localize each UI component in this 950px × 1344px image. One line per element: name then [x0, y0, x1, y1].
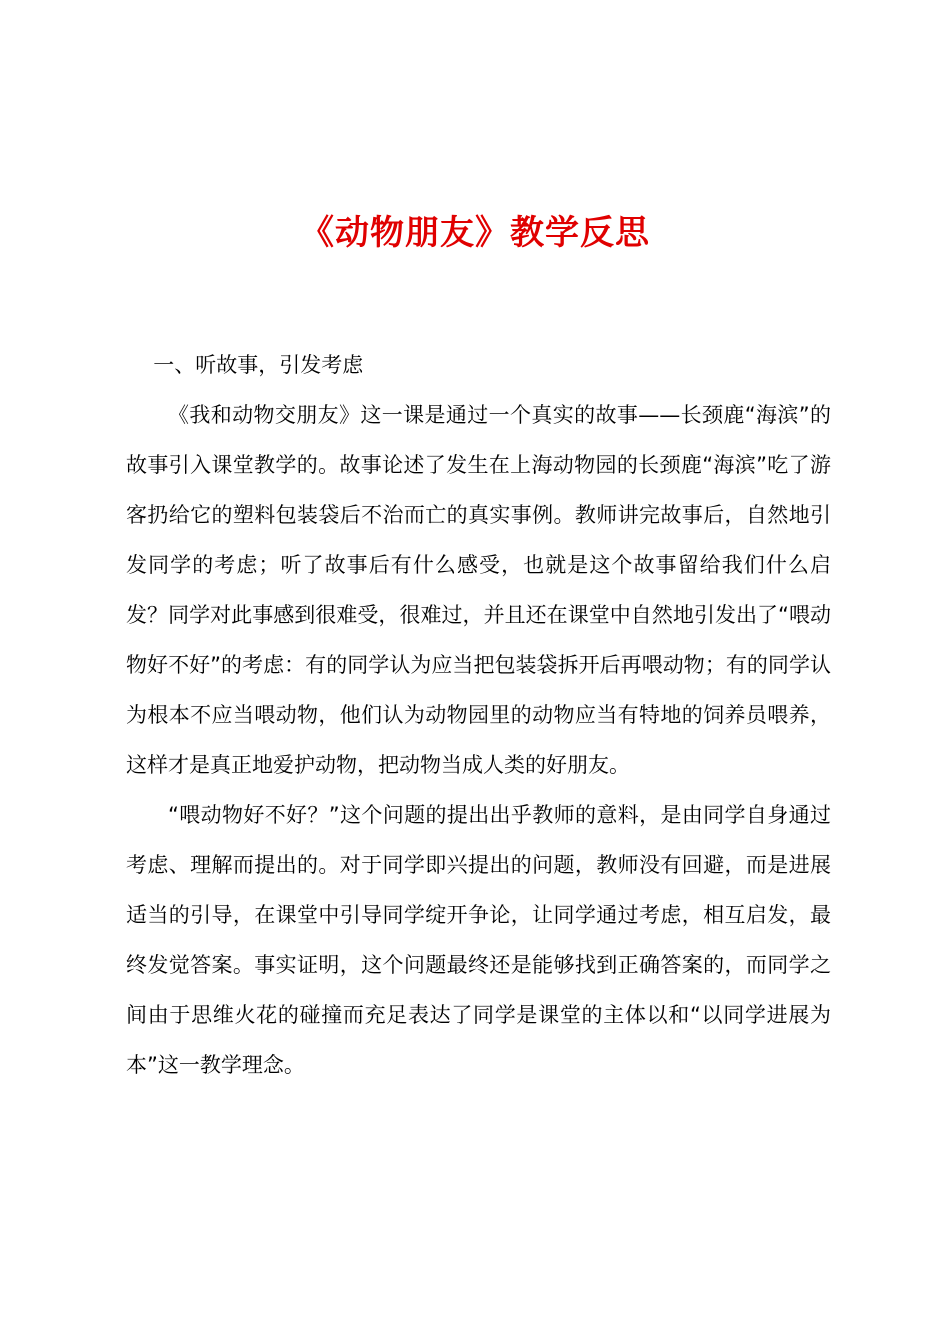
document-title: 《动物朋友》教学反思 — [300, 213, 650, 253]
paragraph-2: “喂动物好不好？”这个问题的提出出乎教师的意料，是由同学自身通过考虑、理解而提出的。对于同学即兴提出的问题，教师没有回避，而是进展适当的引导，在课堂中引导同学绽开争论，让同学通过考虑，相互启发，最终发觉答案。事实证明，这个问题最终还是能够找到正确答案的，而同学之间由于思维火花的碰撞而充足表达了同学是课堂的主体以和“以同学进展为本”这一教学理念。 — [126, 803, 831, 1077]
paragraph-1: 《我和动物交朋友》这一课是通过一个真实的故事——长颈鹿“海滨”的故事引入课堂教学的。故事论述了发生在上海动物园的长颈鹿“海滨”吃了游客扔给它的塑料包装袋后不治而亡的真实事例。教师讲完故事后，自然地引发同学的考虑；听了故事后有什么感受，也就是这个故事留给我们什么启发？同学对此事感到很难受，很难过，并且还在课堂中自然地引发出了“喂动物好不好”的考虑：有的同学认为应当把包装袋拆开后再喂动物；有的同学认为根本不应当喂动物，他们认为动物园里的动物应当有特地的饲养员喂养，这样才是真正地爱护动物，把动物当成人类的好朋友。 — [126, 403, 831, 777]
document-body — [126, 340, 831, 1090]
section-heading: 一、听故事，引发考虑 — [153, 353, 364, 377]
